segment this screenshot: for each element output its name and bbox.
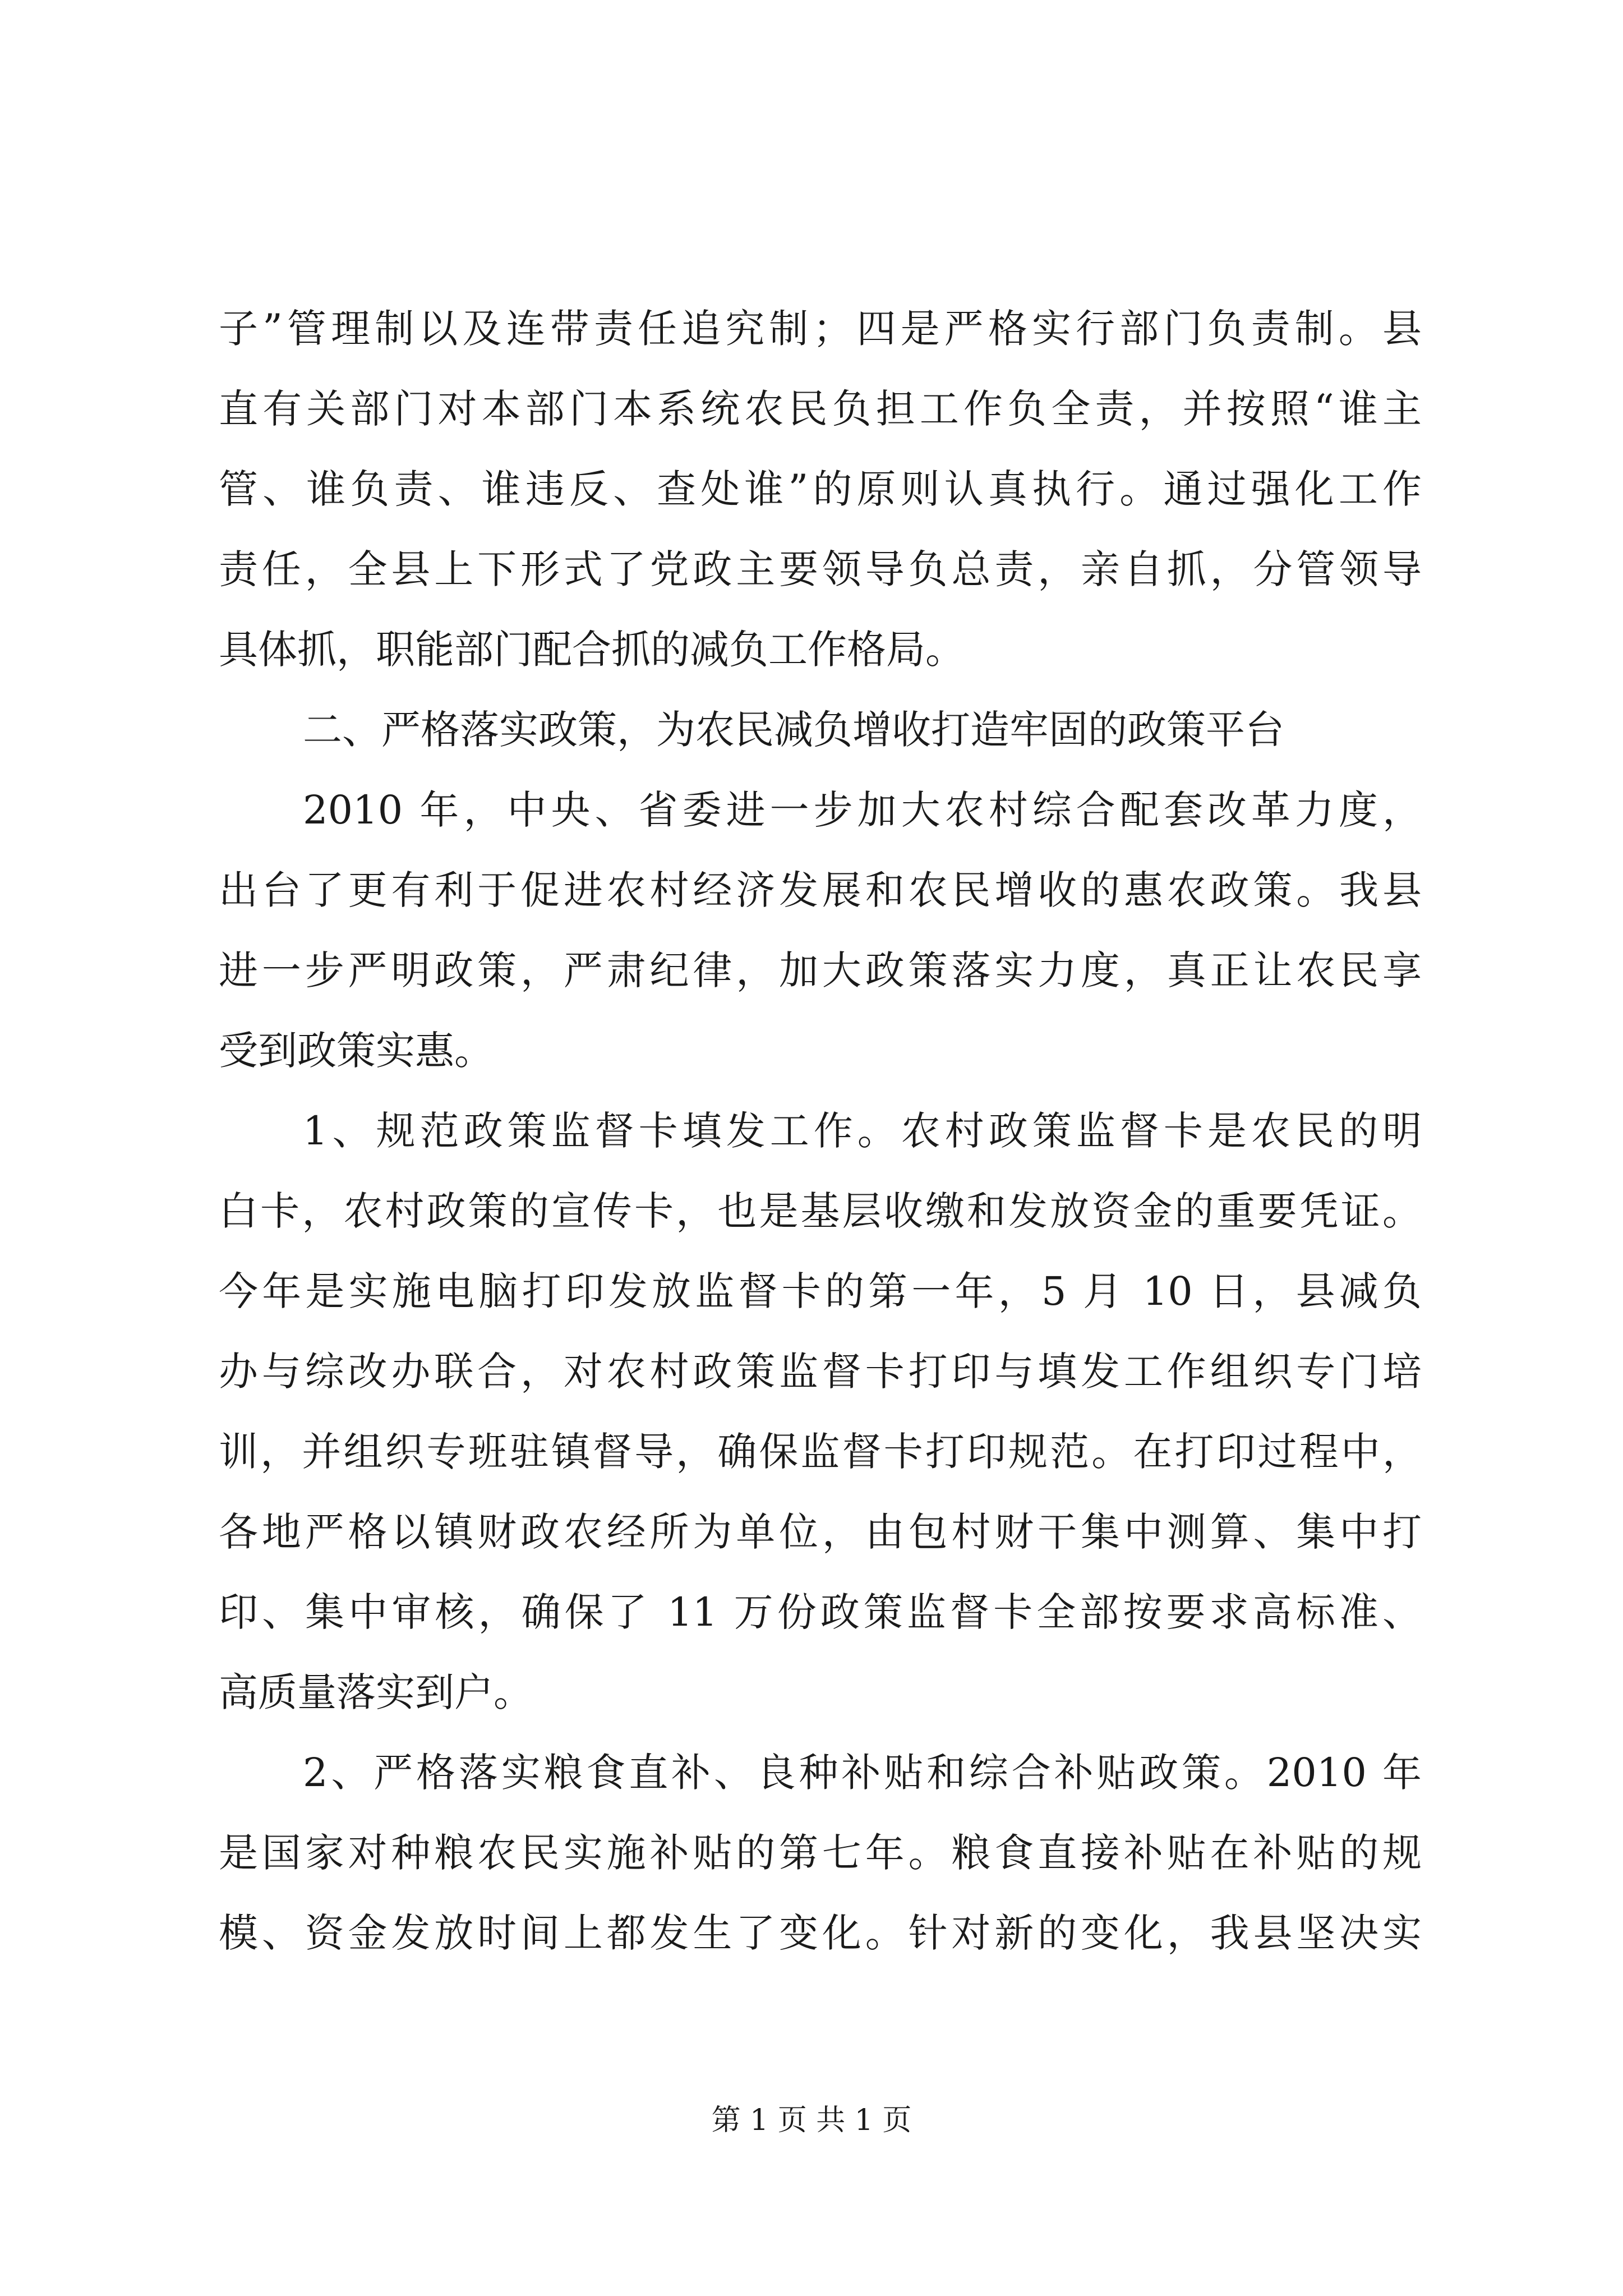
- text-line: 白卡，农村政策的宣传卡，也是基层收缴和发放资金的重要凭证。: [219, 1188, 1422, 1234]
- section-heading: 二、严格落实政策，为农民减负增收打造牢固的政策平台: [303, 707, 1284, 753]
- text-line: 各地严格以镇财政农经所为单位，由包村财干集中测算、集中打: [219, 1509, 1422, 1555]
- text-line: 责任，全县上下形式了党政主要领导负总责，亲自抓，分管领导: [219, 546, 1422, 592]
- text-line: 训，并组织专班驻镇督导，确保监督卡打印规范。在打印过程中，: [219, 1429, 1422, 1475]
- text-line: 2010 年，中央、省委进一步加大农村综合配套改革力度，: [303, 787, 1422, 833]
- text-line: 2、严格落实粮食直补、良种补贴和综合补贴政策。2010 年: [303, 1750, 1422, 1796]
- text-line: 是国家对种粮农民实施补贴的第七年。粮食直接补贴在补贴的规: [219, 1830, 1422, 1876]
- text-line: 办与综改办联合，对农村政策监督卡打印与填发工作组织专门培: [219, 1349, 1422, 1395]
- text-line: 管、谁负责、谁违反、查处谁”的原则认真执行。通过强化工作: [219, 466, 1422, 512]
- text-line: 高质量落实到户。: [219, 1669, 533, 1715]
- text-line: 出台了更有利于促进农村经济发展和农民增收的惠农政策。我县: [219, 867, 1422, 913]
- text-line: 进一步严明政策，严肃纪律，加大政策落实力度，真正让农民享: [219, 947, 1422, 993]
- text-line: 具体抓，职能部门配合抓的减负工作格局。: [219, 627, 965, 673]
- text-line: 1、规范政策监督卡填发工作。农村政策监督卡是农民的明: [303, 1108, 1422, 1154]
- text-line: 子”管理制以及连带责任追究制；四是严格实行部门负责制。县: [219, 306, 1422, 352]
- page-footer: 第 1 页 共 1 页: [711, 2104, 912, 2137]
- text-line: 直有关部门对本部门本系统农民负担工作负全责，并按照“谁主: [219, 386, 1422, 432]
- text-line: 受到政策实惠。: [219, 1028, 494, 1074]
- text-line: 模、资金发放时间上都发生了变化。针对新的变化，我县坚决实: [219, 1910, 1422, 1956]
- body-text: [219, 289, 1422, 1973]
- text-line: 今年是实施电脑打印发放监督卡的第一年，5 月 10 日，县减负: [219, 1268, 1422, 1314]
- text-line: 印、集中审核，确保了 11 万份政策监督卡全部按要求高标准、: [219, 1589, 1422, 1635]
